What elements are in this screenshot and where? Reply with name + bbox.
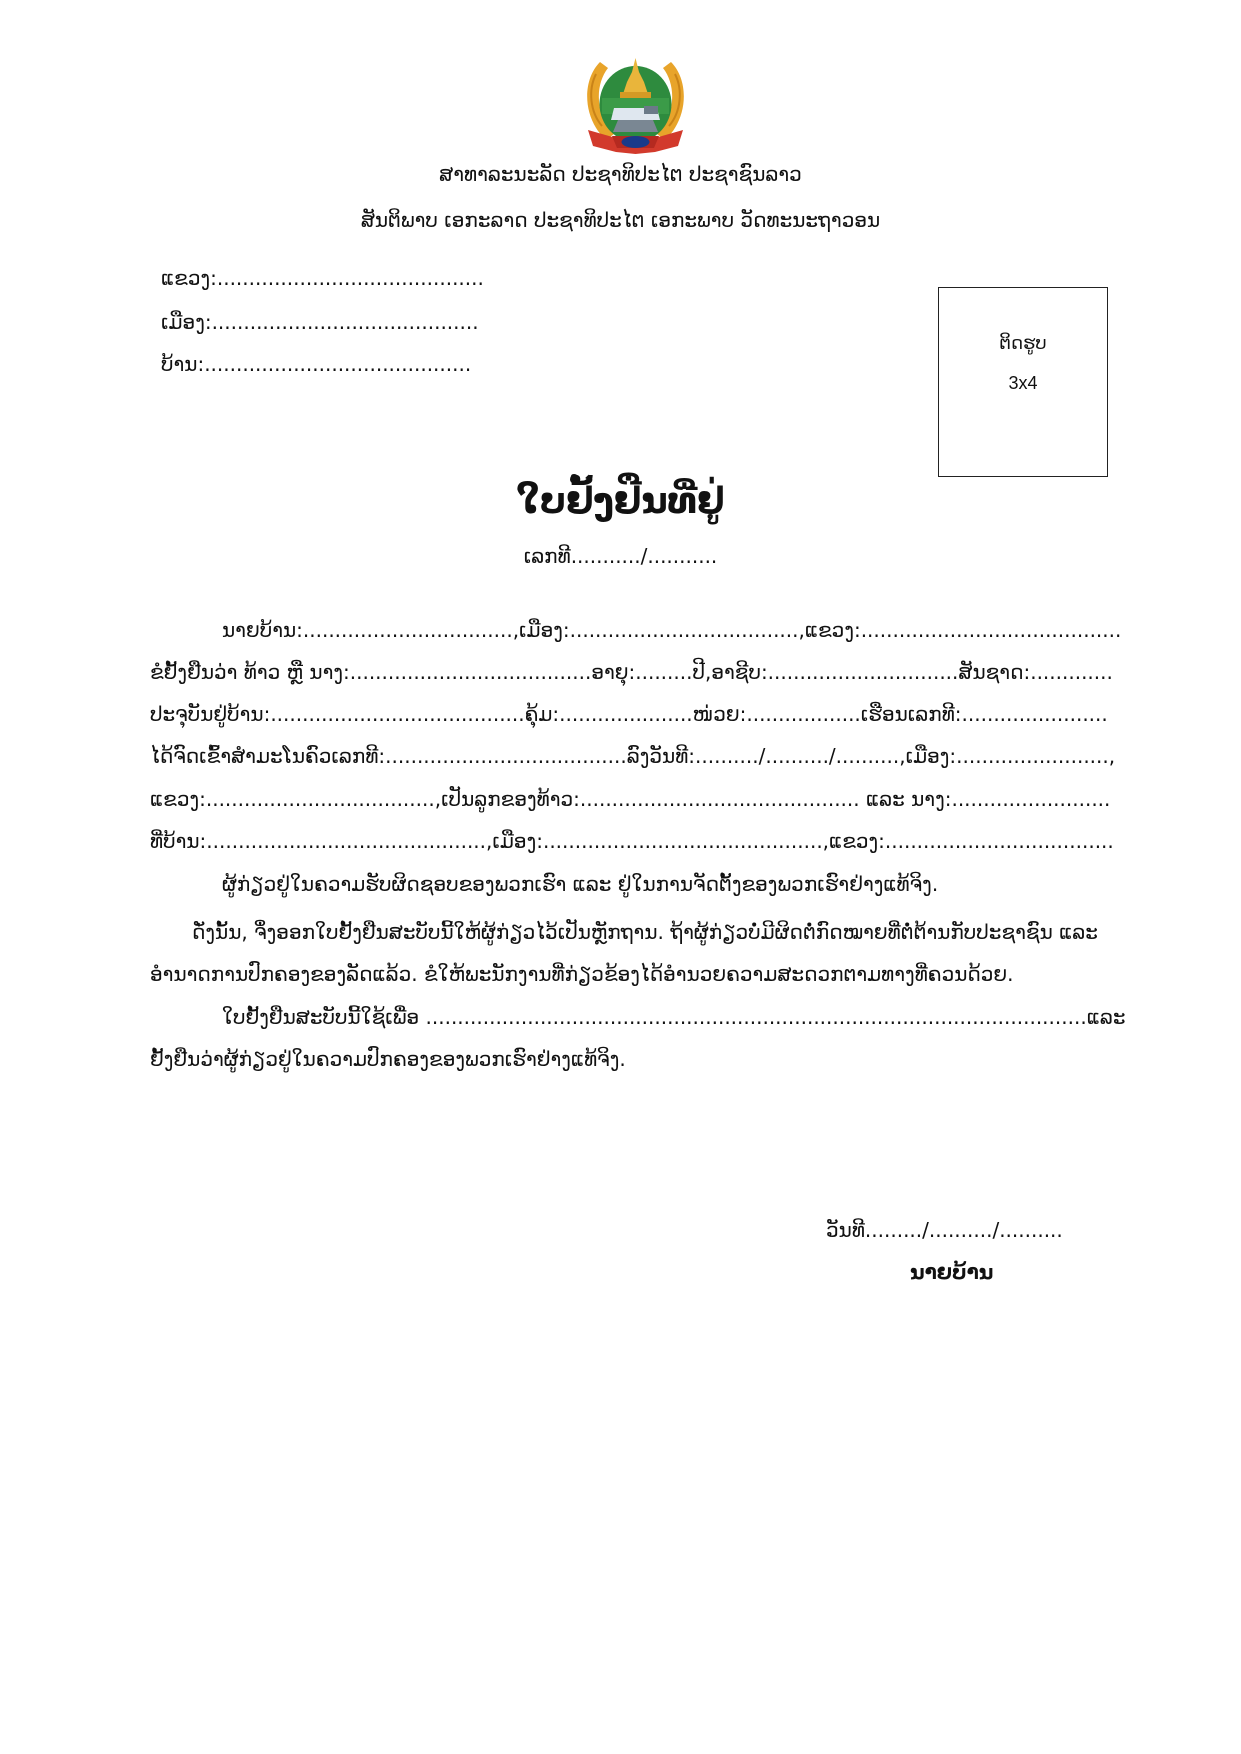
body-line-6: ທີ່ບ້ານ:............................................,ເມືອງ:............................................,ແຂວງ:....................................: [150, 829, 1114, 853]
emblem-dam: [644, 106, 658, 114]
body-line-1: ນາຍບ້ານ:.................................,ເມືອງ:....................................,ແຂວງ:.........................................: [222, 618, 1122, 642]
document-number: ເລກທີ.........../...........: [523, 544, 718, 568]
province-field: ແຂວງ:..........................................: [161, 266, 484, 290]
photo-label: ຕິດຮູບ: [999, 333, 1047, 354]
signer-title: ນາຍບ້ານ: [910, 1260, 994, 1284]
photo-size: 3x4: [1008, 373, 1038, 393]
document-title: ໃບຢັ້ງຢືນທີ່ຢູ່: [516, 481, 725, 522]
header-motto: ສັນຕິພາບ ເອກະລາດ ປະຊາທິປະໄຕ ເອກະພາບ ວັດທະນະຖາວອນ: [360, 208, 881, 232]
paragraph-purpose-line-1: ໃບຢັ້ງຢືນສະບັບນີ້ໃຊ້ເພື່ອ ........................................................................................................ແລະ: [222, 1005, 1126, 1029]
village-field: ບ້ານ:..........................................: [161, 352, 472, 376]
signature-date: ວັນທີ........./........../..........: [826, 1218, 1063, 1242]
body-line-3: ປະຈຸບັນຢູ່ບ້ານ:........................................ຄຸ້ມ:.....................ໜ່ວຍ:..................ເຮືອນເລກທີ:.......................: [150, 702, 1108, 726]
district-field: ເມືອງ:..........................................: [161, 310, 479, 334]
photo-box: [938, 287, 1108, 477]
paragraph-purpose-line-2: ຢັ້ງຢືນວ່າຜູ້ກ່ຽວຢູ່ໃນຄວາມປົກຄອງຂອງພວກເຮົາຢ່າງແທ້ຈິງ.: [150, 1047, 626, 1071]
body-line-4: ໄດ້ຈົດເຂົ້າສຳມະໂນຄົວເລກທີ:......................................ລົງວັນທີ:........../........../..........,ເມືອງ:........................,: [150, 744, 1116, 768]
header-country-name: ສາທາລະນະລັດ ປະຊາທິປະໄຕ ປະຊາຊົນລາວ: [439, 162, 802, 186]
national-emblem: [578, 50, 693, 154]
paragraph-issue-line-1: ດັ່ງນັ້ນ, ຈຶ່ງອອກໃບຢັ້ງຢືນສະບັບນີ້ໃຫ້ຜູ້ກ່ຽວໄວ້ເປັນຫຼັກຖານ. ຖ້າຜູ້ກ່ຽວບໍ່ມີຜິດຕໍ່ກົດໝາຍທີ່ຕໍ່ຕ້ານກັບປະຊາຊົນ ແລະ: [192, 920, 1098, 944]
paragraph-responsibility: ຜູ້ກ່ຽວຢູ່ໃນຄວາມຮັບຜິດຊອບຂອງພວກເຮົາ ແລະ ຢູ່ໃນການຈັດຕັ້ງຂອງພວກເຮົາຢ່າງແທ້ຈິງ.: [222, 872, 939, 896]
body-line-2: ຂໍຢັ້ງຢືນວ່າ ທ້າວ ຫຼື ນາງ:......................................ອາຍຸ:.........ປີ,ອາຊີບ:..............................ສັນຊາດ:.............: [150, 660, 1113, 684]
emblem-cog: [622, 136, 650, 148]
body-line-5: ແຂວງ:....................................,ເປັນລູກຂອງທ້າວ:............................................ ແລະ ນາງ:.........................: [150, 787, 1111, 811]
paragraph-issue-line-2: ອຳນາດການປົກຄອງຂອງລັດແລ້ວ. ຂໍໃຫ້ພະນັກງານທີ່ກ່ຽວຂ້ອງໄດ້ອຳນວຍຄວາມສະດວກຕາມທາງທີ່ຄວນດ້ວຍ.: [150, 962, 1014, 986]
